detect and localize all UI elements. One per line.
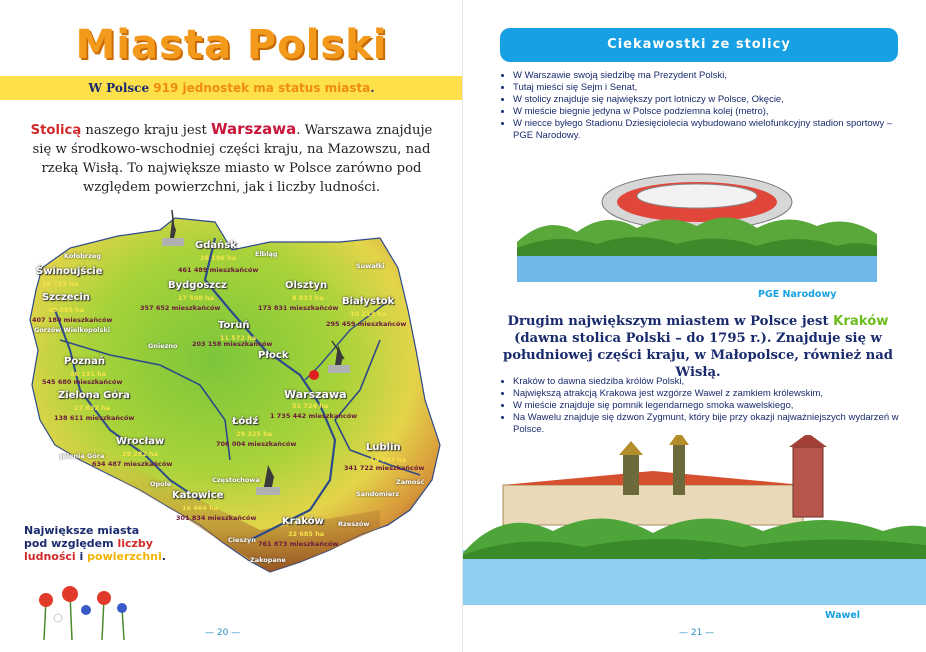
city-label-szczecin: Szczecin xyxy=(42,292,91,303)
city-label-torun: Toruń xyxy=(218,320,250,331)
city-pop-krakow: 761 873 mieszkańców xyxy=(258,540,339,548)
town-label: Sandomierz xyxy=(356,490,400,498)
town-label: Gorzów Wielkopolski xyxy=(34,326,110,334)
list-item: • Na Wawelu znajduje się dzwon Zygmunt, który bije przy okazji najważniejszych wydarzeń w Polsce. xyxy=(513,412,923,436)
city-area-zielona-gora: 27 832 ha xyxy=(74,404,111,412)
town-label: Częstochowa xyxy=(212,476,260,484)
intro-text-a: naszego kraju jest xyxy=(81,123,211,138)
city-area-wroclaw: 29 282 ha xyxy=(122,450,159,458)
legend-line-1: Największe miasta xyxy=(24,524,140,537)
town-label: Cieszyn xyxy=(228,536,256,544)
legend-line-3 xyxy=(24,550,166,563)
krakow-text-b: (dawna stolica Polski – do 1795 r.). Znajduje się w południowej części kraju, w Małopolsce, również nad Wisłą. xyxy=(502,331,894,380)
wawel-caption: Wawel xyxy=(825,610,861,621)
city-pop-gdansk: 461 489 mieszkańców xyxy=(178,266,259,274)
capital-intro-paragraph xyxy=(20,120,443,197)
city-pop-olsztyn: 173 831 mieszkańców xyxy=(258,304,339,312)
city-label-wroclaw: Wrocław xyxy=(116,436,165,447)
town-label: Gniezno xyxy=(148,342,178,350)
intro-capital-word: Stolicą xyxy=(30,123,82,138)
legend-line-2 xyxy=(24,537,166,550)
banner-text-suffix: . xyxy=(370,81,375,95)
town-label: Opole xyxy=(150,480,172,488)
town-label: Rzeszów xyxy=(338,520,370,528)
city-pop-lodz: 706 004 mieszkańców xyxy=(216,440,297,448)
city-label-plock: Płock xyxy=(258,350,289,361)
city-pop-wroclaw: 634 487 mieszkańców xyxy=(92,460,173,468)
banner-highlight: 919 jednostek ma status miasta xyxy=(153,81,371,95)
city-area-lodz: 29 325 ha xyxy=(236,430,273,438)
city-pop-bydgoszcz: 357 652 mieszkańców xyxy=(140,304,221,312)
page-title: Miasta Polski xyxy=(75,22,388,68)
banner-text-prefix: W Polsce xyxy=(88,81,154,95)
city-label-krakow: Kraków xyxy=(282,516,324,527)
city-label-zielona-gora: Zielona Góra xyxy=(58,390,130,401)
capital-marker-icon xyxy=(309,370,319,380)
city-pop-szczecin: 407 180 mieszkańców xyxy=(32,316,113,324)
legend-population-word-2: ludności xyxy=(24,550,76,563)
city-pop-torun: 203 158 mieszkańców xyxy=(192,340,273,348)
list-item: • Kraków to dawna siedziba królów Polski, xyxy=(513,376,923,388)
wawel-castle-illustration xyxy=(463,435,926,605)
krakow-intro-paragraph xyxy=(493,313,903,381)
city-area-torun: 11 572 ha xyxy=(220,334,257,342)
town-label: Zamość xyxy=(396,478,425,486)
list-item: • W niecce byłego Stadionu Dziesięciolecia wybudowano wielofunkcyjny stadion sportowy – PGE Narodowy. xyxy=(513,118,913,142)
krakow-facts-list xyxy=(497,376,923,436)
city-label-bialystok: Białystok xyxy=(342,296,395,307)
city-label-lublin: Lublin xyxy=(366,442,401,453)
city-area-warszawa: 51 724 ha xyxy=(292,402,329,410)
list-item: • Tutaj mieści się Sejm i Senat, xyxy=(513,82,913,94)
city-pop-warszawa: 1 735 442 mieszkańców xyxy=(270,412,358,420)
list-item: • W Warszawie swoją siedzibę ma Prezydent Polski, xyxy=(513,70,913,82)
legend-period: . xyxy=(161,550,166,563)
city-area-gdansk: 26 196 ha xyxy=(200,254,237,262)
city-label-warszawa: Warszawa xyxy=(284,388,347,401)
city-pop-katowice: 301 834 mieszkańców xyxy=(176,514,257,522)
list-item: • W stolicy znajduje się największy port lotniczy w Polsce, Okęcie, xyxy=(513,94,913,106)
city-label-katowice: Katowice xyxy=(172,490,224,501)
city-area-poznan: 26 191 ha xyxy=(70,370,107,378)
city-label-swinoujscie: Świnoujście xyxy=(36,266,103,277)
city-pop-bialystok: 295 459 mieszkańców xyxy=(326,320,407,328)
page-number-right: — 21 — xyxy=(679,628,715,638)
stadium-illustration xyxy=(517,162,877,282)
city-area-lublin: 14 747 ha xyxy=(370,456,407,464)
legend-text: pod względem xyxy=(24,537,118,550)
list-item: • W mieście znajduje się pomnik legendarnego smoka wawelskiego, xyxy=(513,400,923,412)
town-label: Kołobrzeg xyxy=(64,252,101,260)
city-area-olsztyn: 8 833 ha xyxy=(292,294,324,302)
town-label: Jelenia Góra xyxy=(60,452,105,460)
city-label-olsztyn: Olsztyn xyxy=(285,280,328,291)
page-number-left: — 20 — xyxy=(205,628,241,638)
city-pop-lublin: 341 722 mieszkańców xyxy=(344,464,425,472)
city-pop-zielona-gora: 138 611 mieszkańców xyxy=(54,414,135,422)
city-area-bydgoszcz: 17 598 ha xyxy=(178,294,215,302)
intro-text-b: . Warszawa znajduje się w środkowo-wschodniej części kraju, na Mazowszu, nad rzeką Wisłą. To największe miasto w Polsce zarówno pod względem powierzchni, jak i liczby ludności. xyxy=(32,123,433,195)
town-label: Elbląg xyxy=(255,250,278,258)
city-area-swinoujscie: 19 723 ha xyxy=(42,280,79,288)
capital-facts-list xyxy=(497,70,913,142)
stadium-caption: PGE Narodowy xyxy=(758,289,837,300)
poppies-illustration xyxy=(24,580,144,640)
city-area-katowice: 16 464 ha xyxy=(182,504,219,512)
right-page xyxy=(463,0,926,652)
list-item: • W mieście biegnie jedyna w Polsce podziemna kolej (metro), xyxy=(513,106,913,118)
capital-facts-header: Ciekawostki ze stolicy xyxy=(500,28,898,62)
legend-area-word: powierzchni xyxy=(87,550,162,563)
city-label-lodz: Łódź xyxy=(232,416,259,427)
city-label-poznan: Poznań xyxy=(64,356,106,367)
city-area-bialystok: 10 213 ha xyxy=(350,310,387,318)
city-label-gdansk: Gdańsk xyxy=(195,240,237,251)
town-label: Suwałki xyxy=(356,262,385,270)
legend-population-word: liczby xyxy=(117,537,153,550)
map-legend xyxy=(24,524,166,563)
city-count-banner xyxy=(0,76,463,100)
krakow-text-a: Drugim największym miastem w Polsce jest xyxy=(507,314,834,329)
legend-and: i xyxy=(75,550,88,563)
list-item: • Największą atrakcją Krakowa jest wzgórze Wawel z zamkiem królewskim, xyxy=(513,388,923,400)
city-area-szczecin: 30 055 ha xyxy=(48,306,85,314)
town-label: Zakopane xyxy=(250,556,286,564)
city-pop-poznan: 545 680 mieszkańców xyxy=(42,378,123,386)
intro-city-warszawa: Warszawa xyxy=(210,120,297,138)
city-area-krakow: 32 685 ha xyxy=(288,530,325,538)
krakow-city-name: Kraków xyxy=(833,314,889,329)
city-label-bydgoszcz: Bydgoszcz xyxy=(168,280,227,291)
